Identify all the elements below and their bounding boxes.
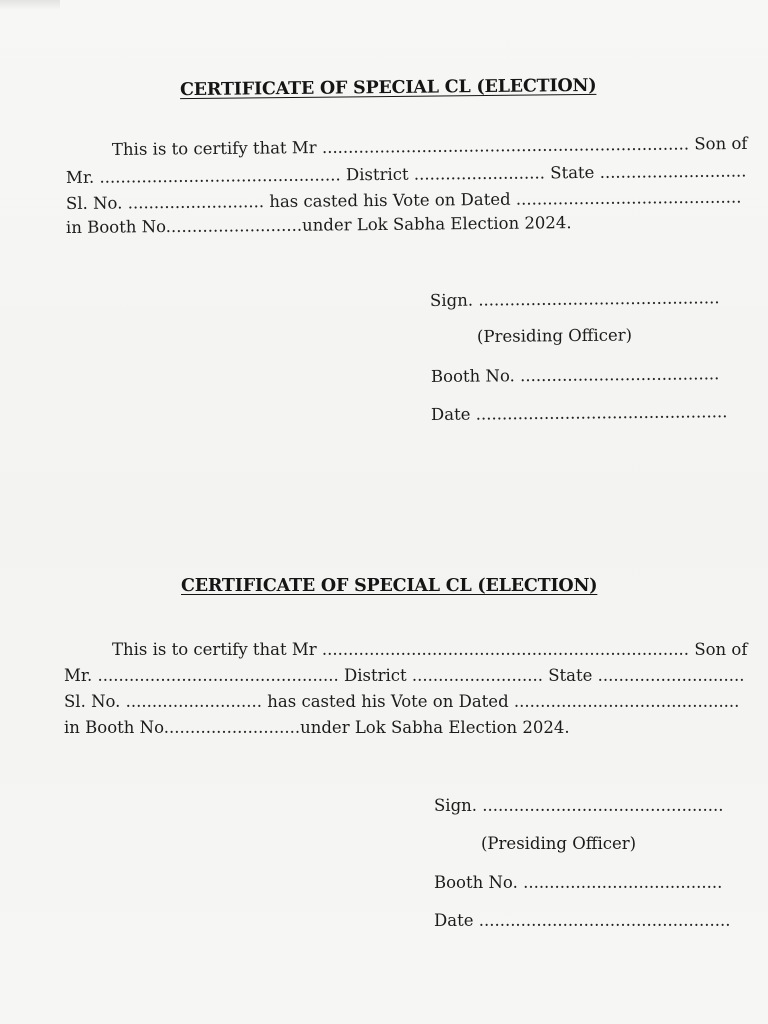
sign-label: Sign.	[434, 796, 478, 815]
certify-text: This is to certify that Mr	[111, 138, 317, 159]
district-blank: .........................	[413, 163, 546, 184]
certify-line	[112, 134, 748, 159]
district-blank: .........................	[411, 666, 543, 685]
booth-no-text: in Booth No	[64, 718, 164, 737]
father-line	[66, 161, 747, 187]
officer-booth-label: Booth No.	[434, 873, 518, 892]
certificate-title: CERTIFICATE OF SPECIAL CL (ELECTION)	[179, 75, 597, 101]
son-of-text: Son of	[694, 640, 748, 659]
officer-booth-line	[434, 873, 722, 892]
sl-no-label: Sl. No.	[64, 692, 121, 711]
certify-line	[112, 640, 747, 659]
officer-booth-line	[431, 364, 720, 386]
election-text: under Lok Sabha Election 2024.	[302, 213, 572, 235]
sl-no-label: Sl. No.	[65, 193, 123, 213]
page-corner-shadow	[0, 0, 60, 10]
father-name-blank: ..............................................	[97, 666, 339, 685]
mr-text: Mr.	[64, 666, 93, 685]
certificate-title: CERTIFICATE OF SPECIAL CL (ELECTION)	[181, 576, 598, 596]
booth-no-blank: ..........................	[165, 215, 303, 237]
date-label: Date	[434, 911, 474, 930]
sign-line	[430, 288, 720, 310]
district-label: District	[343, 666, 407, 685]
serial-line	[66, 188, 742, 213]
booth-line	[66, 213, 572, 237]
booth-no-text: in Booth No	[65, 217, 166, 237]
state-label: State	[550, 162, 595, 183]
officer-booth-blank: ......................................	[523, 873, 723, 892]
serial-line	[64, 692, 739, 711]
name-blank: ......................................................................	[321, 640, 690, 659]
state-label: State	[548, 666, 593, 685]
date-label: Date	[430, 404, 471, 424]
election-text: under Lok Sabha Election 2024.	[300, 718, 570, 737]
father-name-blank: ..............................................	[99, 165, 341, 187]
officer-booth-label: Booth No.	[430, 366, 515, 386]
vote-date-blank: ...........................................	[513, 692, 740, 711]
date-blank: ................................................	[478, 911, 731, 930]
vote-date-blank: ...........................................	[515, 187, 742, 209]
certify-text: This is to certify that Mr	[112, 640, 317, 659]
vote-text: has casted his Vote on Dated	[269, 189, 511, 212]
presiding-officer-label: (Presiding Officer)	[481, 834, 637, 853]
state-blank: ............................	[597, 666, 745, 685]
mr-text: Mr.	[65, 167, 95, 187]
sign-line	[434, 796, 724, 815]
booth-line	[64, 718, 570, 737]
father-line	[64, 666, 745, 685]
sign-label: Sign.	[429, 290, 474, 310]
name-blank: ......................................................................	[321, 134, 690, 157]
booth-no-blank: ..........................	[163, 718, 301, 737]
date-line	[434, 911, 730, 930]
sign-blank: ..............................................	[482, 796, 724, 815]
vote-text: has casted his Vote on Dated	[267, 692, 509, 711]
district-label: District	[345, 164, 409, 185]
presiding-officer-label: (Presiding Officer)	[476, 325, 633, 346]
date-blank: ................................................	[475, 402, 728, 424]
date-line	[431, 402, 728, 424]
sl-no-blank: ..........................	[125, 692, 263, 711]
sign-blank: ..............................................	[478, 288, 720, 310]
state-blank: ............................	[599, 161, 747, 182]
son-of-text: Son of	[694, 133, 748, 154]
officer-booth-blank: ......................................	[519, 364, 720, 386]
sl-no-blank: ..........................	[127, 192, 265, 213]
